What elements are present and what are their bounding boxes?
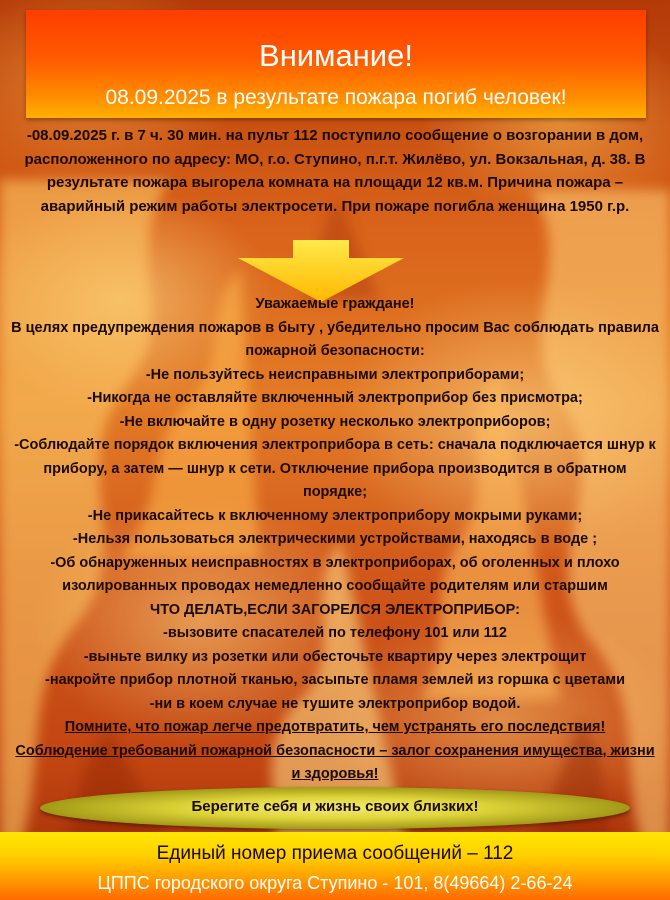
emergency-item: -вызовите спасателей по телефону 101 или 112 bbox=[162, 625, 507, 641]
rule-item: -Об обнаруженных неисправностях в электроприборах, об оголенных и плохо изолированных проводах немедленно сообщайте родителям или старшим bbox=[50, 554, 620, 594]
page-subtitle: 08.09.2025 в результате пожара погиб человек! bbox=[105, 86, 567, 109]
emergency-item: -ни в коем случае не тушите электроприбор водой. bbox=[149, 695, 521, 712]
rule-item: -Не прикасайтесь к включенному электроприбору мокрыми руками; bbox=[87, 507, 583, 524]
care-banner-text: Берегите себя и жизнь своих близких! bbox=[191, 798, 479, 815]
contact-footer bbox=[0, 832, 670, 900]
page-title: Внимание! bbox=[259, 38, 413, 73]
safety-rules bbox=[10, 293, 660, 787]
dispatch-contacts: ЦППС городского округа Ступино - 101, 8(49664) 2-66-24 bbox=[97, 873, 573, 893]
greeting: Уважаемые граждане! bbox=[255, 296, 415, 312]
emergency-item: -выньте вилку из розетки или обесточьте квартиру через электрощит bbox=[83, 648, 587, 665]
rule-item: -Соблюдайте порядок включения электроприбора в сеть: сначала подключается шнур к прибору, а затем — шнур к сети. Отключение прибора производится в обратном порядке; bbox=[14, 437, 656, 500]
rule-item: -Нельзя пользоваться электрическими устройствами, находясь в воде ; bbox=[72, 531, 598, 547]
emergency-item: -накройте прибор плотной тканью, засыпьте пламя землей из горшка с цветами bbox=[45, 672, 625, 688]
emergency-heading: ЧТО ДЕЛАТЬ,ЕСЛИ ЗАГОРЕЛСЯ ЭЛЕКТРОПРИБОР: bbox=[150, 601, 520, 618]
incident-description: -08.09.2025 г. в 7 ч. 30 мин. на пульт 112 поступило сообщение о возгорании в дом, расположенного по адресу: МО, г.о. Ступино, п.г.т. Жилёво, ул. Вокзальная, д. 38. В результате пожара выгорела комната на площади 12 кв.м. Причина пожара – аварийный режим работы электросети. При пожаре погибла женщина 1950 г.р. bbox=[24, 127, 646, 215]
alert-header bbox=[26, 10, 646, 118]
reminder-text: Помните, что пожар легче предотвратить, чем устранять его последствия! bbox=[64, 719, 606, 735]
rule-item: -Не пользуйтесь неисправными электроприборами; bbox=[145, 366, 525, 383]
emergency-number: Единый номер приема сообщений – 112 bbox=[156, 843, 514, 864]
reminder-text: Соблюдение требований пожарной безопасности – залог сохранения имущества, жизни и здоровья! bbox=[15, 742, 655, 782]
rule-item: -Не включайте в одну розетку несколько электроприборов; bbox=[119, 413, 551, 430]
rules-intro: В целях предупреждения пожаров в быту , убедительно просим Вас соблюдать правила пожарной безопасности: bbox=[11, 319, 659, 359]
care-banner bbox=[40, 787, 630, 829]
rule-item: -Никогда не оставляйте включенный электроприбор без присмотра; bbox=[87, 390, 583, 406]
